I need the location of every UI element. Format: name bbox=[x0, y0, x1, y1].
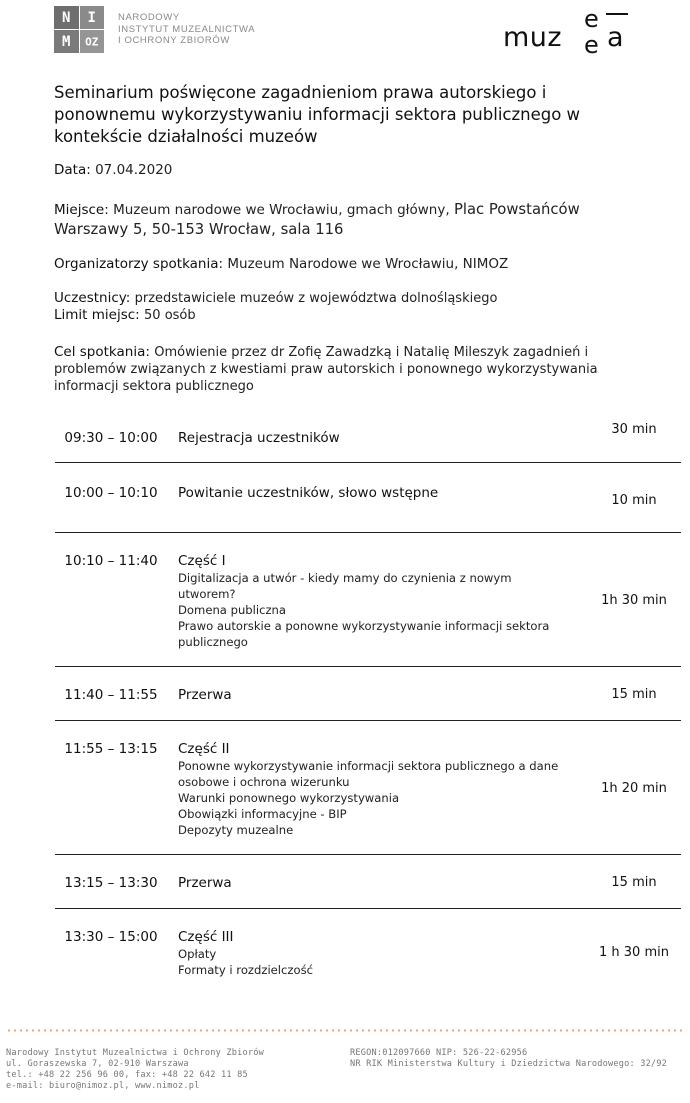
footer-dotted-divider bbox=[6, 1029, 684, 1032]
nimoz-logo-glyph: OZ bbox=[85, 35, 99, 48]
schedule-row bbox=[55, 922, 681, 982]
muzea-logo-e-top: e bbox=[584, 5, 599, 33]
schedule-time: 11:40 – 11:55 bbox=[64, 687, 158, 703]
schedule-item: Prawo autorskie a ponowne wykorzystywanie informacji sektora bbox=[178, 619, 550, 633]
schedule-item: utworem? bbox=[178, 587, 236, 601]
schedule-row bbox=[55, 420, 681, 460]
schedule-divider bbox=[55, 462, 681, 463]
muzea-logo-text: muz bbox=[503, 22, 563, 53]
nimoz-text-line: I OCHRONY ZBIORÓW bbox=[118, 35, 230, 46]
page-title: Seminarium poświęcone zagadnieniom prawa autorskiego i ponownemu wykorzystywaniu informacji sektora publicznego w kontekście działalności muzeów bbox=[54, 83, 581, 146]
nimoz-logo bbox=[54, 6, 104, 53]
schedule-items bbox=[178, 758, 588, 838]
muzea-logo-e-bottom: e bbox=[584, 31, 599, 59]
nimoz-logo-block bbox=[80, 30, 105, 53]
schedule-title: Część III bbox=[178, 929, 234, 945]
schedule-items bbox=[178, 946, 588, 978]
schedule-duration: 1h 20 min bbox=[601, 781, 667, 796]
schedule-items bbox=[178, 570, 588, 650]
nimoz-logo-block bbox=[80, 6, 105, 29]
schedule-title: Część II bbox=[178, 741, 230, 757]
date-value: 07.04.2020 bbox=[95, 162, 173, 178]
schedule-time: 13:15 – 13:30 bbox=[64, 875, 158, 891]
organizers-value: Muzeum Narodowe we Wrocławiu, NIMOZ bbox=[227, 256, 509, 272]
schedule-item: Formaty i rozdzielczość bbox=[178, 963, 313, 977]
schedule-time: 11:55 – 13:15 bbox=[64, 741, 158, 757]
organizers-label: Organizatorzy spotkania: bbox=[54, 256, 224, 272]
nimoz-text-line: NARODOWY bbox=[118, 12, 180, 23]
footer-line: tel.: +48 22 256 96 00, fax: +48 22 642 11 85 bbox=[6, 1070, 248, 1080]
schedule-duration: 15 min bbox=[611, 687, 657, 702]
schedule-duration: 10 min bbox=[611, 493, 657, 508]
schedule-item: Warunki ponownego wykorzystywania bbox=[178, 791, 400, 805]
schedule-row bbox=[55, 868, 681, 904]
place-label: Miejsce: bbox=[54, 202, 109, 218]
goal-value: informacji sektora publicznego bbox=[54, 379, 254, 394]
schedule-item: Depozyty muzealne bbox=[178, 823, 294, 837]
participants-value: przedstawiciele muzeów z województwa dolnośląskiego bbox=[134, 291, 498, 306]
schedule-duration: 1h 30 min bbox=[601, 593, 667, 608]
footer-line: Narodowy Instytut Muzealnictwa i Ochrony Zbiorów bbox=[6, 1048, 264, 1058]
schedule-title: Powitanie uczestników, słowo wstępne bbox=[178, 485, 439, 501]
info-place bbox=[54, 200, 654, 239]
footer-address bbox=[6, 1048, 264, 1092]
schedule-item: osobowe i ochrona wizerunku bbox=[178, 775, 350, 789]
schedule-title: Rejestracja uczestników bbox=[178, 430, 340, 446]
info-date bbox=[54, 162, 654, 179]
limit-label: Limit miejsc: bbox=[54, 307, 140, 323]
footer-line: NR RIK Ministerstwa Kultury i Dziedzictwa Narodowego: 32/92 bbox=[350, 1059, 668, 1069]
schedule-item: Opłaty bbox=[178, 947, 217, 961]
nimoz-text-line: INSTYTUT MUZEALNICTWA bbox=[118, 23, 256, 35]
schedule-row bbox=[55, 680, 681, 716]
goal-label: Cel spotkania: bbox=[54, 344, 150, 360]
schedule-time: 10:10 – 11:40 bbox=[64, 553, 158, 569]
place-value: Muzeum narodowe we Wrocławiu, gmach główny, bbox=[113, 202, 450, 218]
schedule-divider bbox=[55, 666, 681, 667]
nimoz-logo-glyph: M bbox=[62, 33, 71, 50]
schedule-row bbox=[55, 476, 681, 526]
info-goal bbox=[54, 344, 654, 395]
nimoz-logo-glyph: I bbox=[87, 9, 96, 26]
footer-line: REGON:012097660 NIP: 526-22-62956 bbox=[350, 1048, 528, 1058]
schedule-title: Przerwa bbox=[178, 875, 232, 891]
info-participants bbox=[54, 290, 654, 324]
schedule-time: 09:30 – 10:00 bbox=[64, 430, 158, 446]
nimoz-logo-block bbox=[54, 30, 79, 53]
schedule-title: Część I bbox=[178, 553, 226, 569]
schedule-item: Obowiązki informacyjne - BIP bbox=[178, 807, 347, 821]
schedule-row bbox=[55, 546, 681, 656]
schedule-row bbox=[55, 734, 681, 844]
schedule-time: 10:00 – 10:10 bbox=[64, 485, 158, 501]
muzea-logo bbox=[500, 5, 635, 57]
place-value: Warszawy 5, 50-153 Wrocław, sala 116 bbox=[54, 221, 344, 238]
nimoz-logo-text bbox=[118, 12, 255, 47]
schedule-title: Przerwa bbox=[178, 687, 232, 703]
date-label: Data: bbox=[54, 162, 91, 178]
place-value: Plac Powstańców bbox=[453, 201, 580, 218]
schedule-duration: 15 min bbox=[611, 875, 657, 890]
muzea-logo-a: a bbox=[607, 22, 624, 53]
schedule-divider bbox=[55, 532, 681, 533]
schedule-divider bbox=[55, 854, 681, 855]
schedule-item: Ponowne wykorzystywanie informacji sektora publicznego a dane bbox=[178, 759, 559, 773]
schedule-item: publicznego bbox=[178, 635, 248, 649]
muzea-logo-dash bbox=[606, 13, 628, 15]
footer-registry bbox=[350, 1048, 667, 1070]
info-organizers bbox=[54, 256, 654, 273]
schedule-divider bbox=[55, 908, 681, 909]
schedule-item: Domena publiczna bbox=[178, 603, 287, 617]
participants-label: Uczestnicy: bbox=[54, 290, 131, 306]
footer-line: ul. Goraszewska 7, 02-910 Warszawa bbox=[6, 1059, 189, 1069]
schedule-duration: 30 min bbox=[611, 422, 657, 437]
goal-value: problemów związanych z kwestiami praw autorskich i ponownego wykorzystywania bbox=[54, 362, 598, 377]
footer-line: e-mail: biuro@nimoz.pl, www.nimoz.pl bbox=[6, 1081, 200, 1091]
schedule-duration: 1 h 30 min bbox=[599, 945, 669, 960]
nimoz-logo-glyph: N bbox=[62, 9, 71, 26]
schedule-time: 13:30 – 15:00 bbox=[64, 929, 158, 945]
schedule-item: Digitalizacja a utwór - kiedy mamy do czynienia z nowym bbox=[178, 571, 512, 585]
nimoz-logo-block bbox=[54, 6, 79, 29]
limit-value: 50 osób bbox=[144, 308, 196, 323]
schedule-divider bbox=[55, 720, 681, 721]
goal-value: Omówienie przez dr Zofię Zawadzką i Natalię Mileszyk zagadnień i bbox=[154, 345, 589, 360]
